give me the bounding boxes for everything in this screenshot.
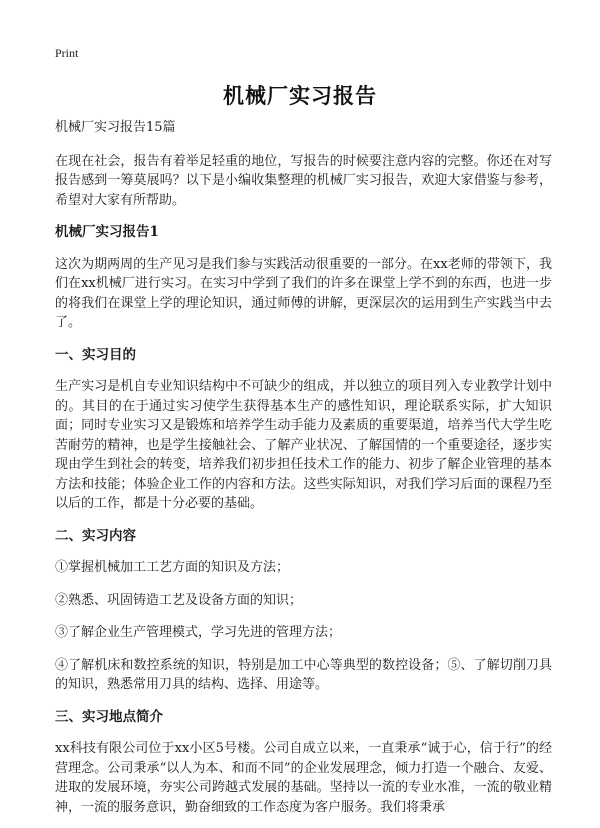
section1-heading: 一、实习目的 <box>55 346 136 363</box>
section2-item: ①掌握机械加工工艺方面的知识及方法； <box>55 560 290 575</box>
section2-heading: 二、实习内容 <box>55 527 136 544</box>
report1-heading: 机械厂实习报告1 <box>55 224 159 240</box>
section3-paragraph: xx科技有限公司位于xx小区5号楼。公司自成立以来，一直秉承“诚于心，信于行”的经营理念。公司秉承“以人为本、和而不同”的企业发展理念，倾力打造一个融合、友爱、进取的发展环境，夯实公司跨越式发展的基础。坚持以一流的专业水准，一流的敬业精神，一流的服务意识，勤奋细致的工作态度为客户服务。我们将秉承 <box>55 741 552 815</box>
intro-paragraph: 在现在社会，报告有着举足轻重的地位，写报告的时候要注意内容的完整。你还在对写报告感到一筹莫展吗？以下是小编收集整理的机械厂实习报告，欢迎大家借鉴与参考，希望对大家有所帮助。 <box>55 153 552 208</box>
section1-paragraph: 生产实习是机自专业知识结构中不可缺少的组成，并以独立的项目列入专业教学计划中的。其目的在于通过实习使学生获得基本生产的感性知识，理论联系实际，扩大知识面；同时专业实习又是锻炼和培养学生动手能力及素质的重要渠道，培养当代大学生吃苦耐劳的精神，也是学生接触社会、了解产业状况、了解国情的一个重要途径，逐步实现由学生到社会的转变，培养我们初步担任技术工作的能力、初步了解企业管理的基本方法和技能；体验企业工作的内容和方法。这些实际知识，对我们学习后面的课程乃至以后的工作，都是十分必要的基础。 <box>55 379 552 511</box>
print-label: Print <box>55 46 79 60</box>
section2-item: ③了解企业生产管理模式，学习先进的管理方法； <box>55 625 342 640</box>
report1-paragraph: 这次为期两周的生产见习是我们参与实践活动很重要的一部分。在xx老师的带领下，我们在xx机械厂进行实习。在实习中学到了我们的许多在课堂上学不到的东西，也进一步的将我们在课堂上学的理论知识，通过师傅的讲解，更深层次的运用到生产实践当中去了。 <box>55 256 552 330</box>
section2-item: ④了解机床和数控系统的知识，特别是加工中心等典型的数控设备；⑤、了解切削刀具的知识，熟悉常用刀具的结构、选择、用途等。 <box>55 657 552 692</box>
document-title: 机械厂实习报告 <box>223 83 377 108</box>
document-subtitle: 机械厂实习报告15篇 <box>55 120 176 135</box>
section2-item: ②熟悉、巩固铸造工艺及设备方面的知识； <box>55 592 303 608</box>
document-body <box>55 118 552 828</box>
section3-heading: 三、实习地点简介 <box>55 708 163 725</box>
